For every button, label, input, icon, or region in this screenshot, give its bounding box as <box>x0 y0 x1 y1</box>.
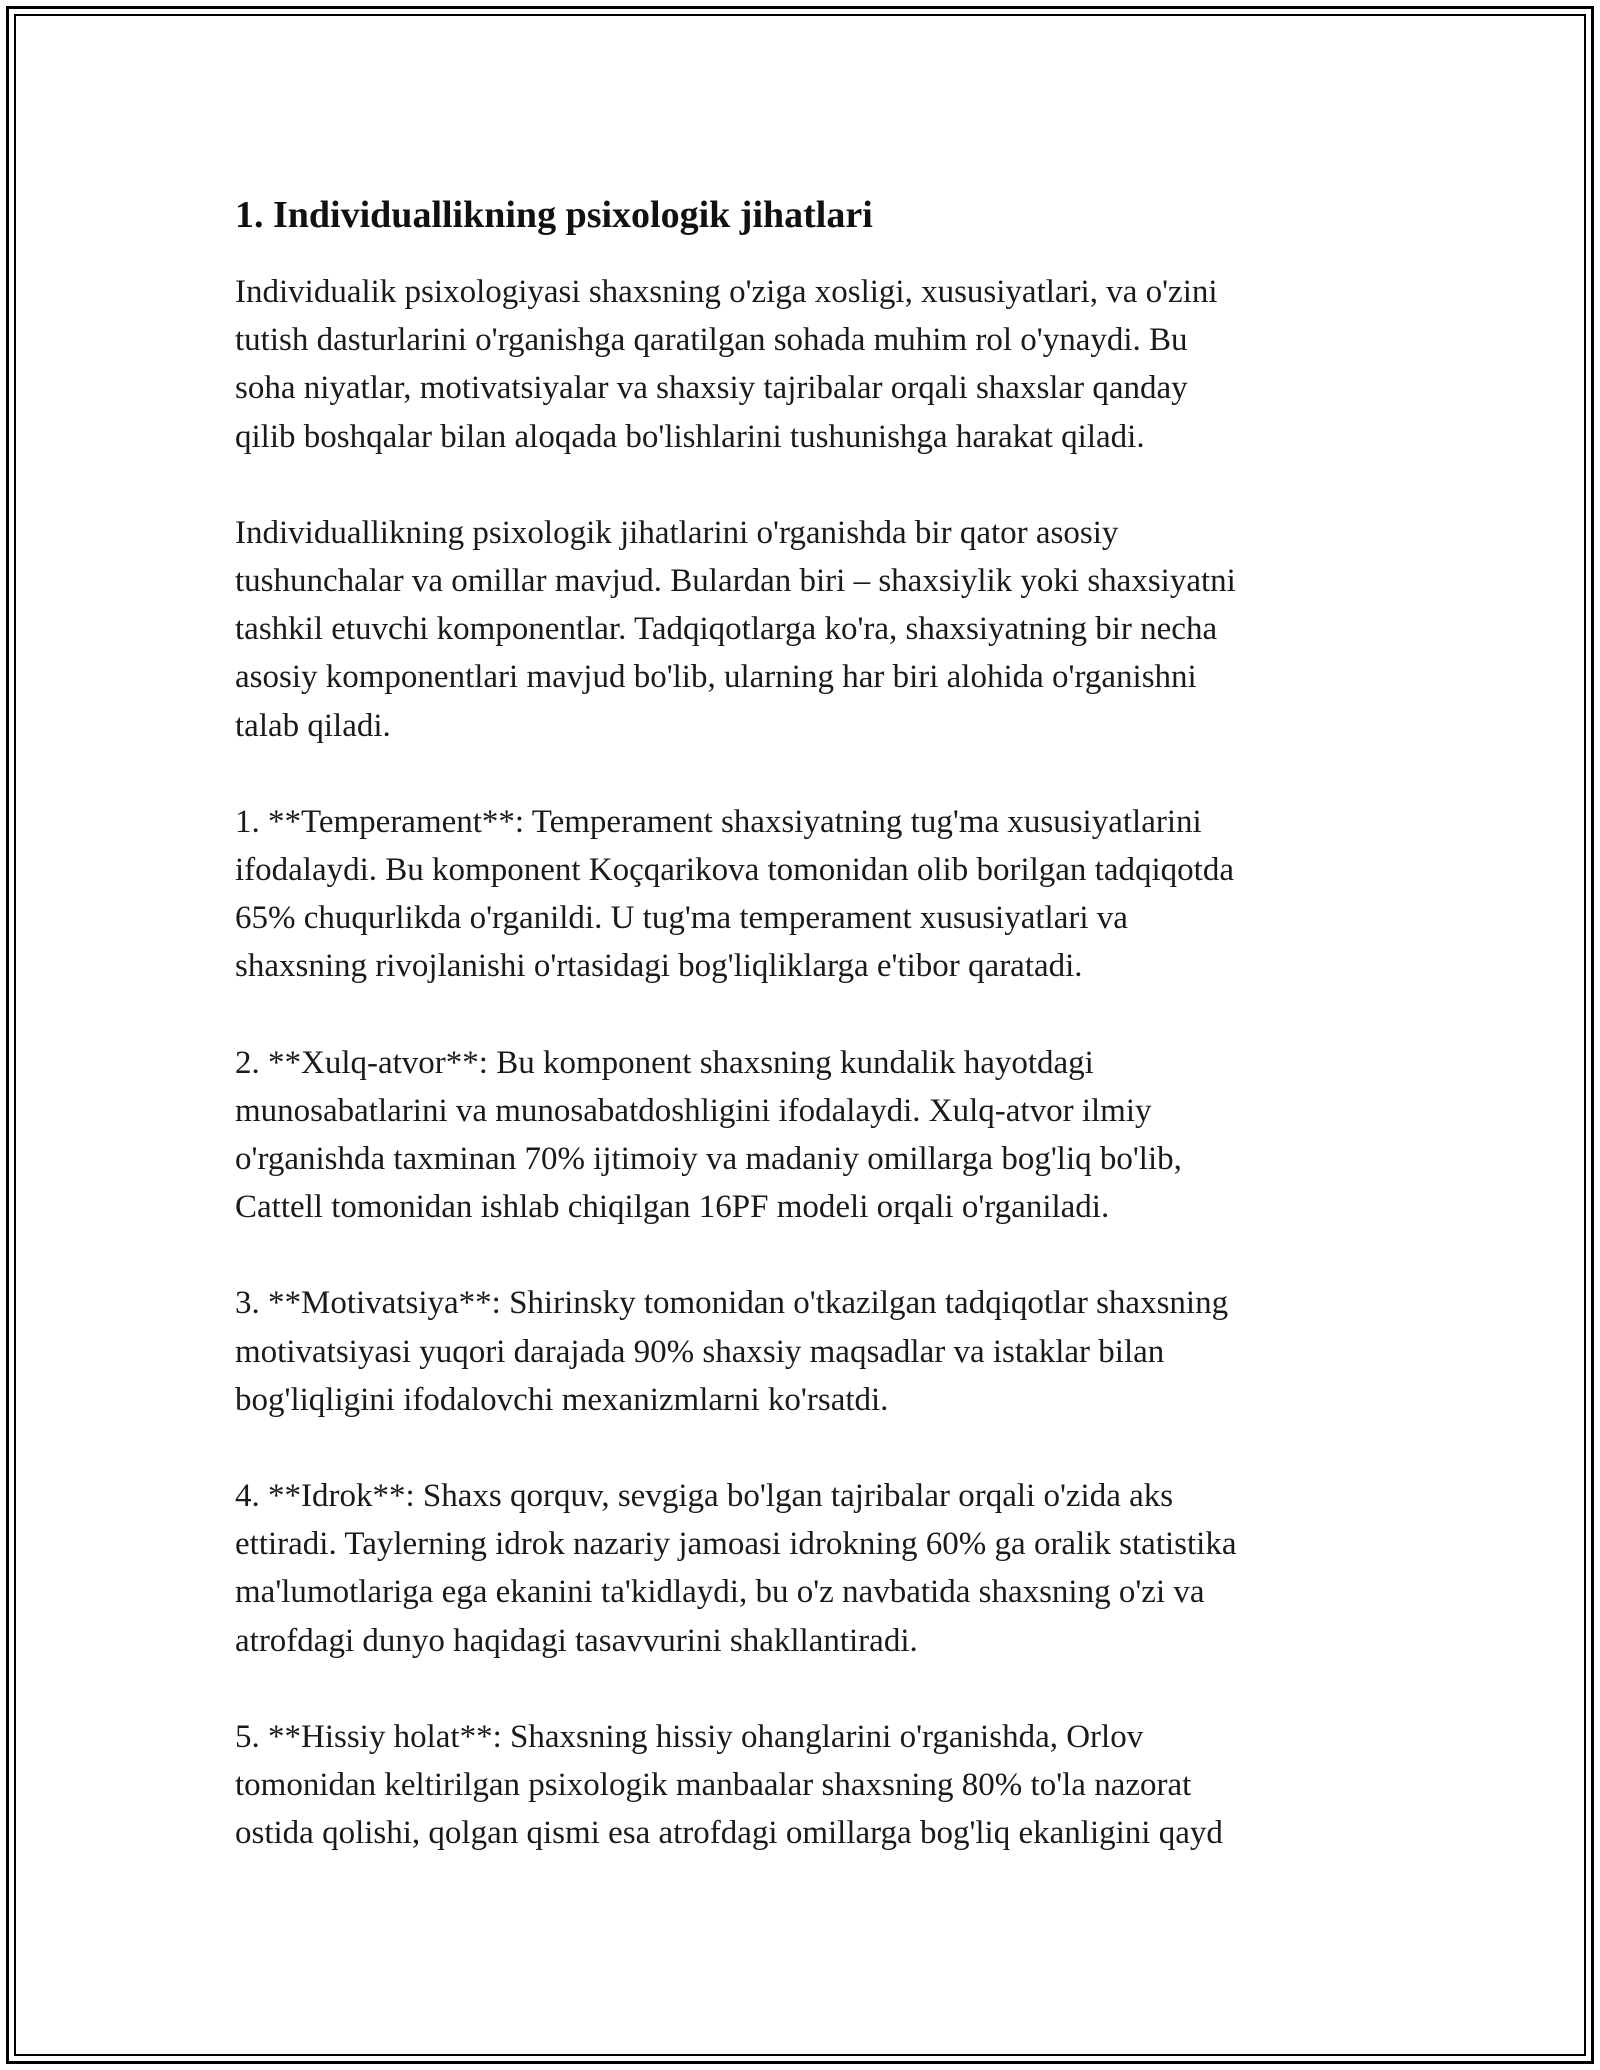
paragraph <box>235 509 1365 750</box>
paragraph-line: 65% chuqurlikda o'rganildi. U tug'ma temperament xususiyatlari va <box>235 900 1128 937</box>
paragraph-line: ma'lumotlariga ega ekanini ta'kidlaydi, bu o'z navbatida shaxsning o'zi va <box>235 1574 1205 1611</box>
paragraph-line: tomonidan keltirilgan psixologik manbaalar shaxsning 80% to'la nazorat <box>235 1767 1192 1804</box>
paragraph <box>235 798 1365 991</box>
paragraph <box>235 268 1365 461</box>
paragraph-line: ostida qolishi, qolgan qismi esa atrofdagi omillarga bog'liq ekanligini qayd <box>235 1815 1223 1852</box>
paragraph-line: 4. **Idrok**: Shaxs qorquv, sevgiga bo'lgan tajribalar orqali o'zida aks <box>235 1478 1174 1515</box>
paragraph-line: Individuallikning psixologik jihatlarini o'rganishda bir qator asosiy <box>235 514 1119 551</box>
paragraph <box>235 1713 1365 1858</box>
paragraph-line: ifodalaydi. Bu komponent Koçqarikova tomonidan olib borilgan tadqiqotda <box>235 852 1234 889</box>
paragraph-line: 1. **Temperament**: Temperament shaxsiyatning tug'ma xususiyatlarini <box>235 803 1202 840</box>
paragraph-line: o'rganishda taxminan 70% ijtimoiy va madaniy omillarga bog'liq bo'lib, <box>235 1141 1182 1178</box>
paragraph <box>235 1279 1365 1424</box>
paragraph-line: tushunchalar va omillar mavjud. Bulardan biri – shaxsiylik yoki shaxsiyatni <box>235 563 1236 600</box>
paragraph-line: bog'liqligini ifodalovchi mexanizmlarni ko'rsatdi. <box>235 1381 889 1418</box>
paragraph-line: tashkil etuvchi komponentlar. Tadqiqotlarga ko'ra, shaxsiyatning bir necha <box>235 611 1218 648</box>
paragraph-line: soha niyatlar, motivatsiyalar va shaxsiy tajribalar orqali shaxslar qanday <box>235 370 1188 407</box>
paragraph-line: Individualik psixologiyasi shaxsning o'ziga xosligi, xususiyatlari, va o'zini <box>235 274 1218 310</box>
paragraph <box>235 1472 1365 1665</box>
paragraph-line: 5. **Hissiy holat**: Shaxsning hissiy ohanglarini o'rganishda, Orlov <box>235 1718 1144 1755</box>
paragraph-line: 2. **Xulq-atvor**: Bu komponent shaxsning kundalik hayotdagi <box>235 1044 1094 1081</box>
paragraph-line: 3. **Motivatsiya**: Shirinsky tomonidan o'tkazilgan tadqiqotlar shaxsning <box>235 1285 1229 1322</box>
paragraph-line: atrofdagi dunyo haqidagi tasavvurini shakllantiradi. <box>235 1622 918 1659</box>
paragraph-line: talab qiladi. <box>235 707 391 744</box>
paragraph-line: munosabatlarini va munosabatdoshligini ifodalaydi. Xulq-atvor ilmiy <box>235 1092 1152 1129</box>
paragraph-line: tutish dasturlarini o'rganishga qaratilgan sohada muhim rol o'ynaydi. Bu <box>235 322 1188 359</box>
paragraph-line: motivatsiyasi yuqori darajada 90% shaxsiy maqsadlar va istaklar bilan <box>235 1333 1165 1370</box>
paragraph-line: shaxsning rivojlanishi o'rtasidagi bog'liqliklarga e'tibor qaratadi. <box>235 948 1083 985</box>
paragraph-line: ettiradi. Taylerning idrok nazariy jamoasi idrokning 60% ga oralik statistika <box>235 1526 1237 1563</box>
paragraph-line: qilib boshqalar bilan aloqada bo'lishlarini tushunishga harakat qiladi. <box>235 418 1145 455</box>
paragraph-line: Cattell tomonidan ishlab chiqilgan 16PF modeli orqali o'rganiladi. <box>235 1189 1110 1226</box>
paragraph-list <box>235 268 1365 1857</box>
document-body <box>235 188 1365 1905</box>
paragraph <box>235 1039 1365 1232</box>
section-heading: 1. Individuallikning psixologik jihatlari <box>235 194 873 236</box>
paragraph-line: asosiy komponentlari mavjud bo'lib, ularning har biri alohida o'rganishni <box>235 659 1197 696</box>
